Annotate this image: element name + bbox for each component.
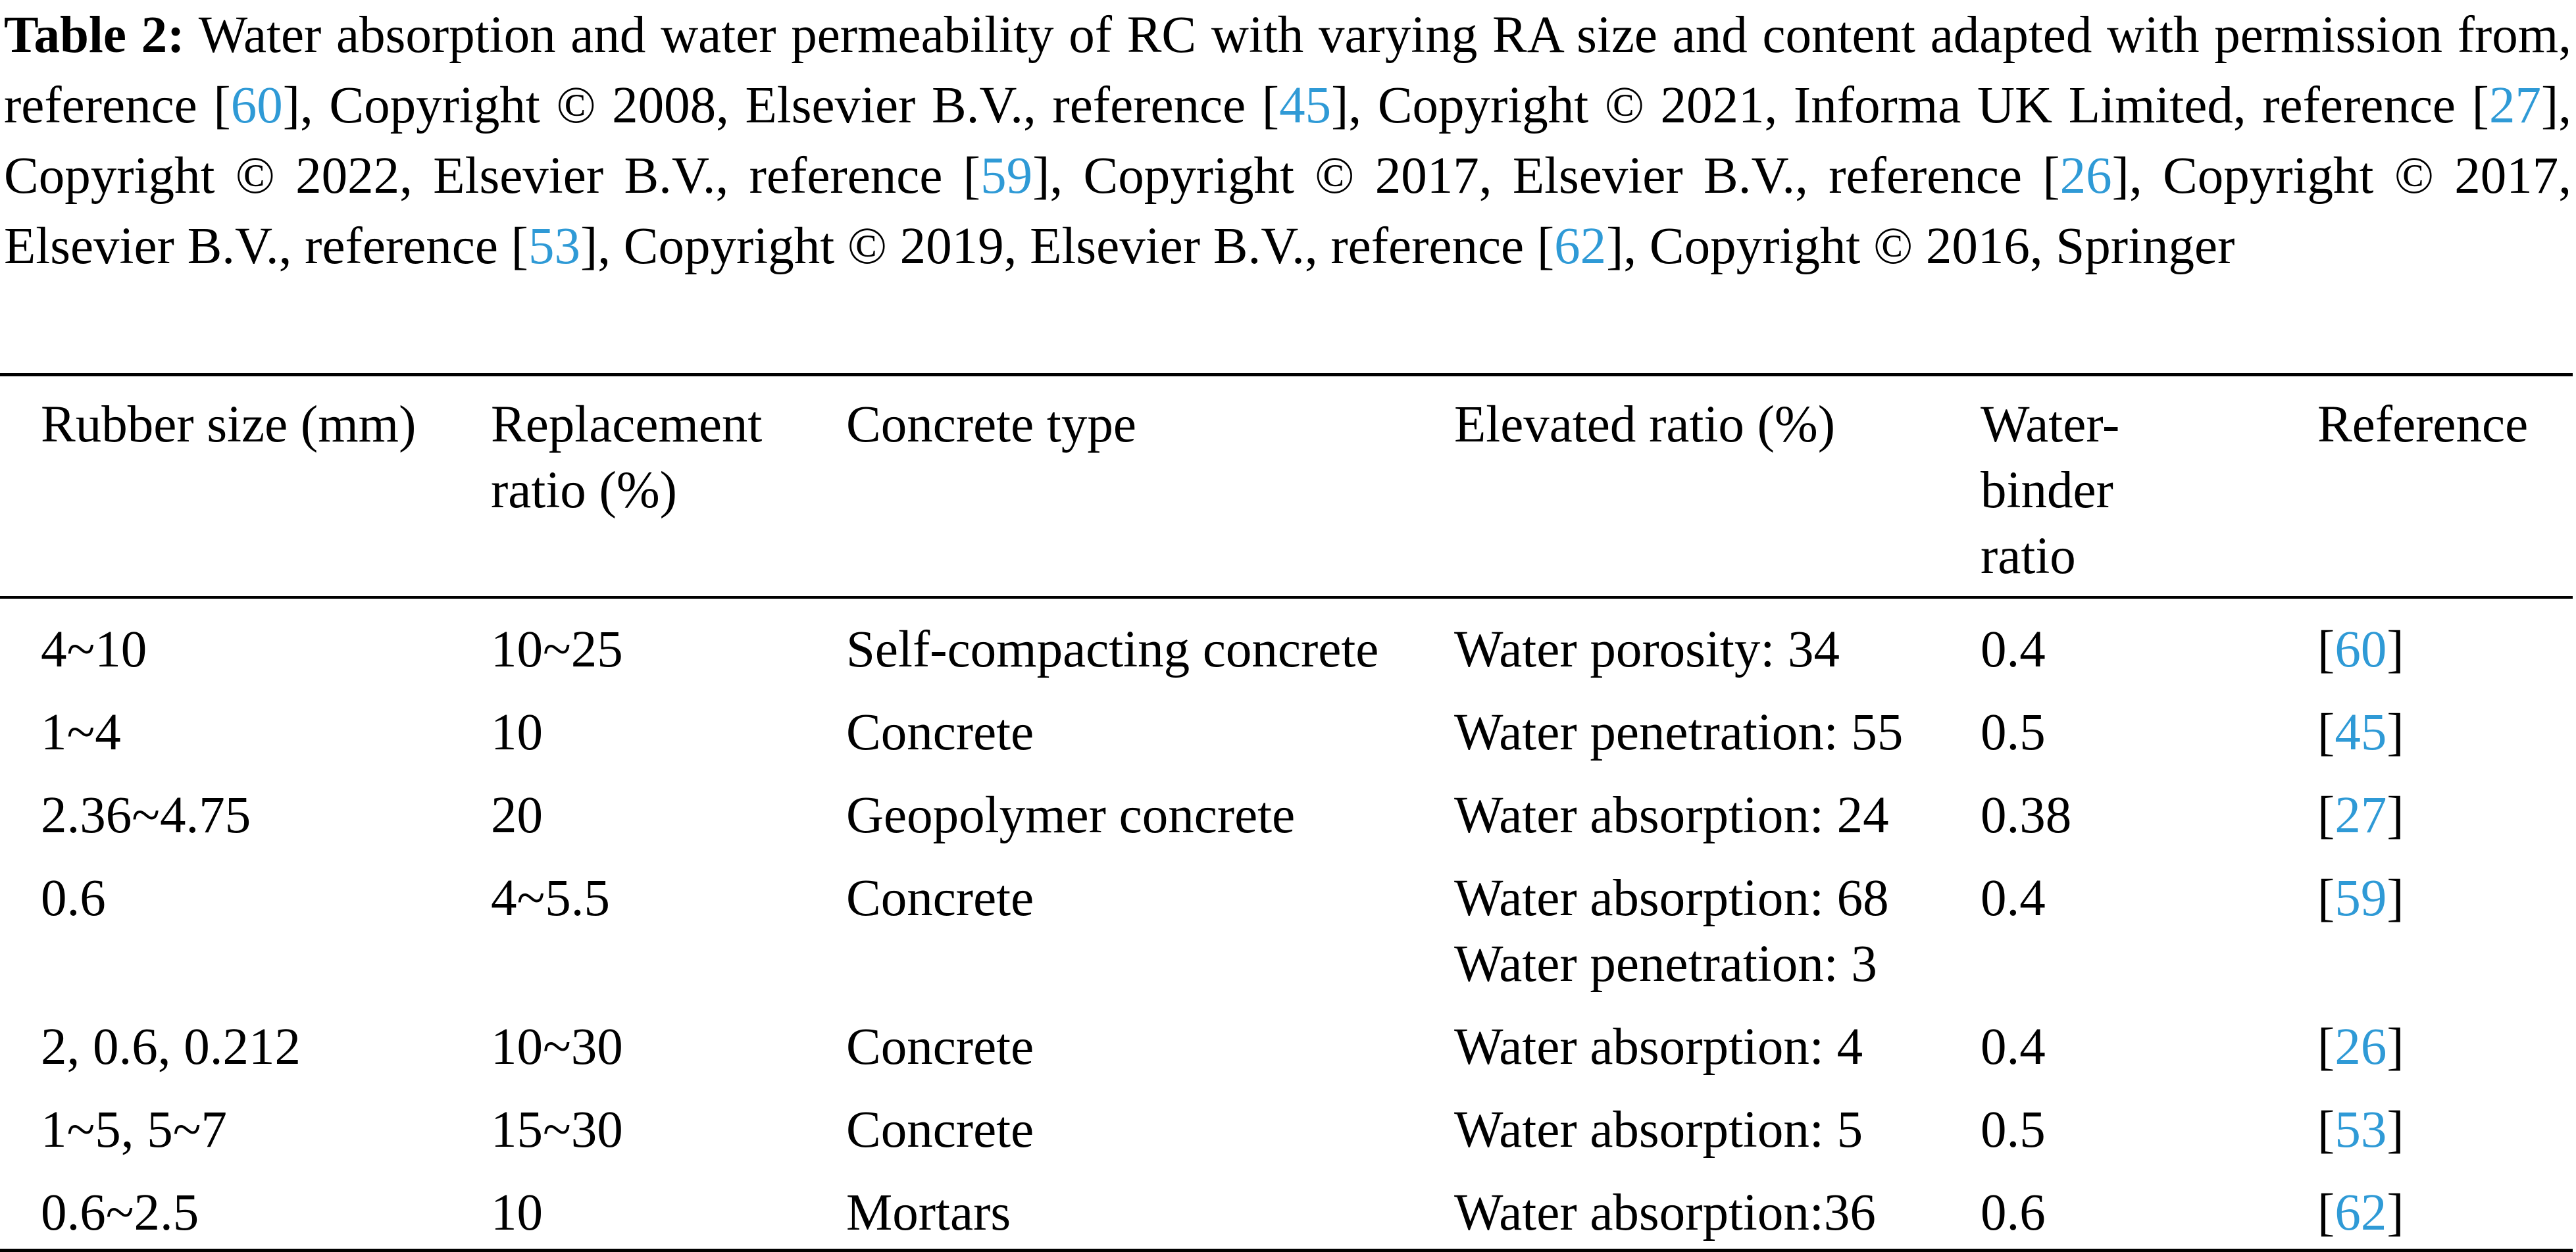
caption-reference-link[interactable]: 27 <box>2488 77 2541 134</box>
elevated-ratio-line: Water porosity: 34 <box>1454 621 1840 678</box>
table-row <box>0 1163 2573 1251</box>
table-caption <box>4 0 2571 282</box>
cell-elevated-ratio <box>1454 597 1981 683</box>
caption-text-segment: ], Copyright © 2021, Informa UK Limited, reference [ <box>1331 77 2489 134</box>
header-text: binder <box>1981 462 2113 519</box>
elevated-ratio-line: Water penetration: 3 <box>1454 936 1877 993</box>
caption-text-segment: ], Copyright © 2016, Springer <box>1606 218 2235 275</box>
header-water-binder-ratio <box>1981 375 2317 598</box>
header-text: Rubber size (mm) <box>41 396 417 453</box>
reference-link[interactable]: 60 <box>2335 621 2387 678</box>
cell-rubber-size: 2, 0.6, 0.212 <box>41 1018 301 1076</box>
reference-bracket: [ <box>2317 787 2335 844</box>
caption-text-segment: ], Copyright © 2019, Elsevier B.V., reference [ <box>580 218 1555 275</box>
cell-elevated-ratio <box>1454 849 1981 997</box>
table-caption-text <box>4 7 2571 275</box>
header-text: Water- <box>1981 396 2120 453</box>
cell-replacement-ratio: 15~30 <box>491 1101 623 1159</box>
elevated-ratio-line: Water absorption: 5 <box>1454 1101 1863 1159</box>
table-header-row <box>0 375 2573 598</box>
reference-bracket: [ <box>2317 1101 2335 1159</box>
cell-elevated-ratio <box>1454 997 1981 1080</box>
header-text: Reference <box>2317 396 2529 453</box>
table-row <box>0 997 2573 1080</box>
cell-replacement-ratio: 10 <box>491 704 543 761</box>
cell-elevated-ratio <box>1454 1163 1981 1251</box>
cell-reference <box>2317 683 2573 766</box>
cell-elevated-ratio <box>1454 1080 1981 1163</box>
cell-rubber-size: 0.6 <box>41 870 106 927</box>
table-row <box>0 1080 2573 1163</box>
caption-reference-link[interactable]: 60 <box>230 77 283 134</box>
header-rubber-size <box>0 375 491 598</box>
cell-rubber-size: 1~4 <box>41 704 121 761</box>
elevated-ratio-line: Water absorption:36 <box>1454 1184 1876 1241</box>
cell-replacement-ratio: 20 <box>491 787 543 844</box>
reference-bracket: ] <box>2387 704 2404 761</box>
caption-reference-link[interactable]: 26 <box>2059 147 2112 205</box>
reference-bracket: ] <box>2387 1101 2404 1159</box>
cell-reference <box>2317 766 2573 849</box>
cell-concrete-type: Concrete <box>846 1018 1034 1076</box>
elevated-ratio-line: Water penetration: 55 <box>1454 704 1904 761</box>
cell-rubber-size: 2.36~4.75 <box>41 787 251 844</box>
elevated-ratio-line: Water absorption: 24 <box>1454 787 1889 844</box>
cell-reference <box>2317 597 2573 683</box>
cell-concrete-type: Concrete <box>846 704 1034 761</box>
reference-bracket: [ <box>2317 1018 2335 1076</box>
header-replacement-ratio <box>491 375 846 598</box>
header-text: Elevated ratio (%) <box>1454 396 1836 453</box>
cell-replacement-ratio: 4~5.5 <box>491 870 610 927</box>
table-row <box>0 597 2573 683</box>
cell-replacement-ratio: 10~25 <box>491 621 623 678</box>
caption-text-segment: ], Copyright © 2017, Elsevier B.V., reference [ <box>1032 147 2060 205</box>
cell-reference <box>2317 1080 2573 1163</box>
reference-bracket: [ <box>2317 1184 2335 1241</box>
elevated-ratio-line: Water absorption: 4 <box>1454 1018 1863 1076</box>
header-elevated-ratio <box>1454 375 1981 598</box>
reference-link[interactable]: 27 <box>2335 787 2387 844</box>
cell-concrete-type: Geopolymer concrete <box>846 787 1296 844</box>
reference-link[interactable]: 45 <box>2335 704 2387 761</box>
reference-link[interactable]: 26 <box>2335 1018 2387 1076</box>
reference-bracket: ] <box>2387 1184 2404 1241</box>
header-text: ratio <box>1981 528 2076 585</box>
caption-text-segment: Water absorption and water permeability of RC with varying RA size and content adapted with permission from, reference [ <box>4 7 2571 134</box>
reference-bracket: ] <box>2387 870 2404 927</box>
caption-reference-link[interactable]: 62 <box>1554 218 1607 275</box>
cell-elevated-ratio <box>1454 683 1981 766</box>
table-caption-label: Table 2: <box>4 7 185 64</box>
reference-link[interactable]: 62 <box>2335 1184 2387 1241</box>
caption-text-segment: ], Copyright © 2022, Elsevier B.V., reference [ <box>4 77 2572 205</box>
cell-concrete-type: Mortars <box>846 1184 1011 1241</box>
cell-reference <box>2317 849 2573 997</box>
cell-replacement-ratio: 10 <box>491 1184 543 1241</box>
reference-link[interactable]: 59 <box>2335 870 2387 927</box>
cell-reference <box>2317 1163 2573 1251</box>
cell-reference <box>2317 997 2573 1080</box>
reference-bracket: [ <box>2317 870 2335 927</box>
caption-text-segment: ], Copyright © 2017, Elsevier B.V., reference [ <box>4 147 2571 275</box>
reference-bracket: ] <box>2387 1018 2404 1076</box>
header-text: Replacement <box>491 396 763 453</box>
reference-bracket: [ <box>2317 621 2335 678</box>
caption-reference-link[interactable]: 45 <box>1279 77 1332 134</box>
cell-water-binder-ratio: 0.5 <box>1981 704 2046 761</box>
table-row <box>0 766 2573 849</box>
cell-water-binder-ratio: 0.38 <box>1981 787 2072 844</box>
cell-water-binder-ratio: 0.4 <box>1981 621 2046 678</box>
table-row <box>0 849 2573 997</box>
reference-bracket: [ <box>2317 704 2335 761</box>
header-text: Concrete type <box>846 396 1136 453</box>
table-row <box>0 683 2573 766</box>
cell-water-binder-ratio: 0.4 <box>1981 870 2046 927</box>
cell-concrete-type: Concrete <box>846 1101 1034 1159</box>
cell-water-binder-ratio: 0.4 <box>1981 1018 2046 1076</box>
caption-reference-link[interactable]: 53 <box>528 218 580 275</box>
header-concrete-type <box>846 375 1454 598</box>
data-table-container <box>0 373 2576 1252</box>
table-header <box>0 375 2573 598</box>
cell-rubber-size: 1~5, 5~7 <box>41 1101 227 1159</box>
caption-text-segment: ], Copyright © 2008, Elsevier B.V., reference [ <box>282 77 1280 134</box>
header-text: ratio (%) <box>491 462 677 519</box>
caption-reference-link[interactable]: 59 <box>980 147 1033 205</box>
header-reference <box>2317 375 2573 598</box>
elevated-ratio-line: Water absorption: 68 <box>1454 870 1889 927</box>
cell-concrete-type: Self-compacting concrete <box>846 621 1379 678</box>
data-table <box>0 373 2573 1252</box>
cell-water-binder-ratio: 0.5 <box>1981 1101 2046 1159</box>
reference-link[interactable]: 53 <box>2335 1101 2387 1159</box>
cell-rubber-size: 0.6~2.5 <box>41 1184 199 1241</box>
reference-bracket: ] <box>2387 787 2404 844</box>
cell-elevated-ratio <box>1454 766 1981 849</box>
cell-replacement-ratio: 10~30 <box>491 1018 623 1076</box>
reference-bracket: ] <box>2387 621 2404 678</box>
cell-water-binder-ratio: 0.6 <box>1981 1184 2046 1241</box>
cell-rubber-size: 4~10 <box>41 621 147 678</box>
cell-concrete-type: Concrete <box>846 870 1034 927</box>
table-body <box>0 597 2573 1251</box>
